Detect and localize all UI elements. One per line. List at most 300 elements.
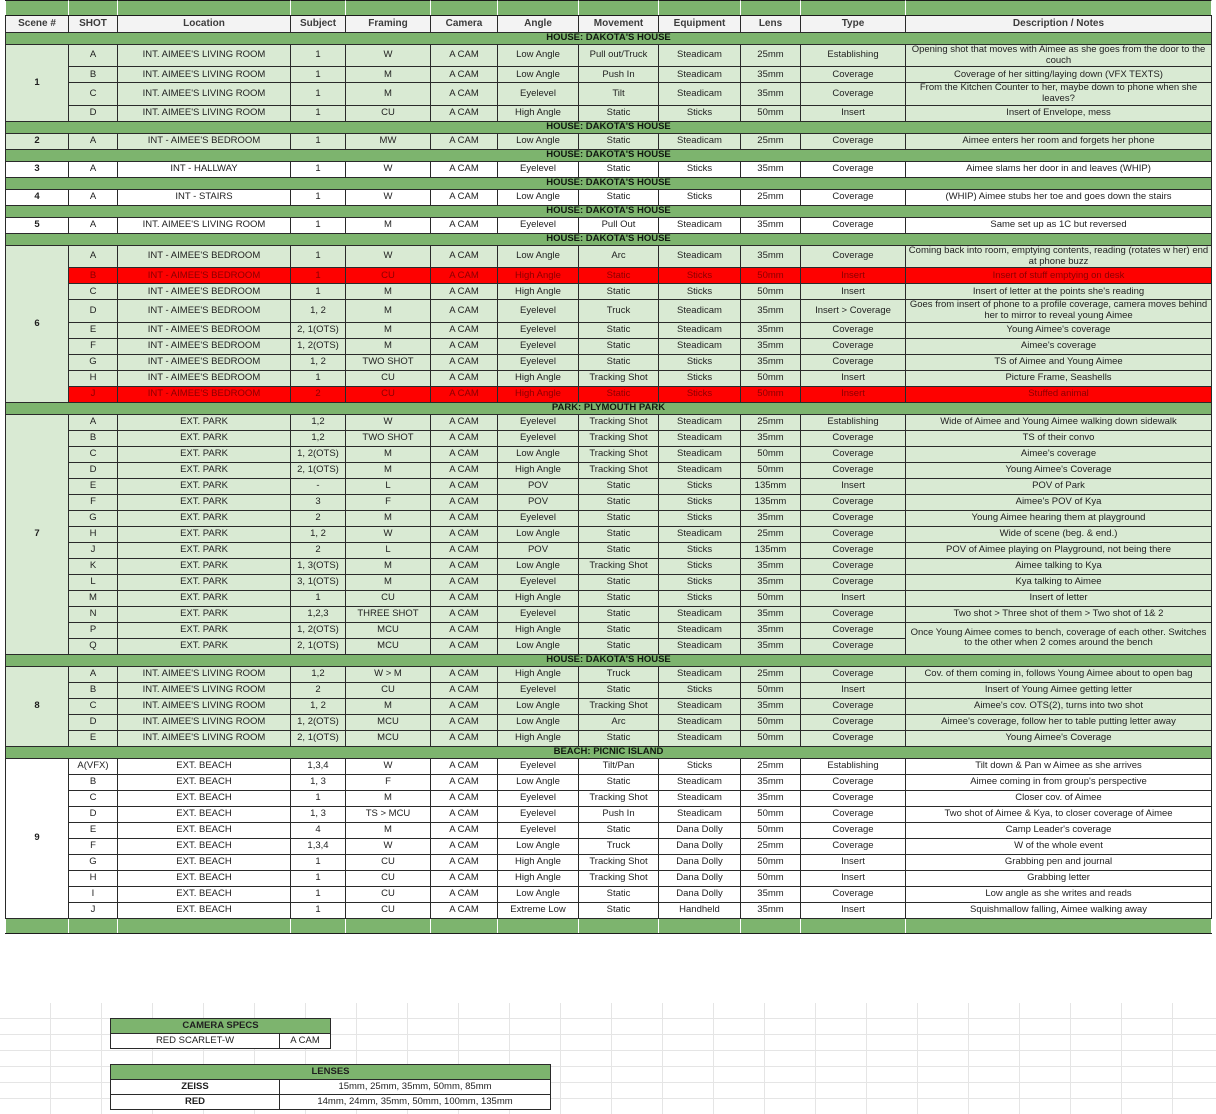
- cell-angle[interactable]: Low Angle: [498, 133, 579, 149]
- cell-movement[interactable]: Static: [579, 622, 659, 638]
- cell-framing[interactable]: M: [346, 338, 431, 354]
- cell-location[interactable]: EXT. PARK: [118, 574, 291, 590]
- cell-angle[interactable]: Low Angle: [498, 189, 579, 205]
- cell-shot[interactable]: D: [69, 714, 118, 730]
- cell-movement[interactable]: Static: [579, 606, 659, 622]
- cell-notes[interactable]: Young Aimee's coverage: [906, 322, 1212, 338]
- cell-camera[interactable]: A CAM: [431, 730, 498, 746]
- cell-notes[interactable]: Coming back into room, emptying contents, reading (rotates w her) end at phone buzz: [906, 245, 1212, 267]
- cell-shot[interactable]: H: [69, 526, 118, 542]
- cell-camera[interactable]: A CAM: [431, 806, 498, 822]
- cell-shot[interactable]: A: [69, 189, 118, 205]
- strip-cell[interactable]: [801, 1, 906, 16]
- cell-movement[interactable]: Static: [579, 189, 659, 205]
- cell-equipment[interactable]: Dana Dolly: [659, 854, 741, 870]
- cell-subject[interactable]: 1, 2: [291, 300, 346, 322]
- cell-location[interactable]: EXT. PARK: [118, 542, 291, 558]
- cell-notes[interactable]: Once Young Aimee comes to bench, coverage of each other. Switches to the other when 2 comes around the bench: [906, 622, 1212, 654]
- cell-lens[interactable]: 35mm: [741, 510, 801, 526]
- cell-location[interactable]: EXT. PARK: [118, 622, 291, 638]
- cell-notes[interactable]: POV of Park: [906, 478, 1212, 494]
- cell-type[interactable]: Insert: [801, 902, 906, 918]
- cell-type[interactable]: Insert > Coverage: [801, 300, 906, 322]
- cell-equipment[interactable]: Steadicam: [659, 414, 741, 430]
- cell-location[interactable]: EXT. BEACH: [118, 902, 291, 918]
- cell-subject[interactable]: 1: [291, 83, 346, 105]
- cell-notes[interactable]: Insert of Envelope, mess: [906, 105, 1212, 121]
- cell-location[interactable]: EXT. BEACH: [118, 838, 291, 854]
- cell-notes[interactable]: Two shot of Aimee & Kya, to closer coverage of Aimee: [906, 806, 1212, 822]
- cell-shot[interactable]: A: [69, 161, 118, 177]
- cell-movement[interactable]: Static: [579, 638, 659, 654]
- cell-shot[interactable]: E: [69, 730, 118, 746]
- cell-notes[interactable]: Camp Leader's coverage: [906, 822, 1212, 838]
- lens-sizes-cell[interactable]: 15mm, 25mm, 35mm, 50mm, 85mm: [280, 1080, 551, 1095]
- cell-equipment[interactable]: Steadicam: [659, 45, 741, 67]
- cell-subject[interactable]: 1,3,4: [291, 838, 346, 854]
- cell-subject[interactable]: 1: [291, 245, 346, 267]
- cell-notes[interactable]: Aimee slams her door in and leaves (WHIP): [906, 161, 1212, 177]
- cell-subject[interactable]: 1, 3(OTS): [291, 558, 346, 574]
- cell-equipment[interactable]: Steadicam: [659, 606, 741, 622]
- cell-location[interactable]: INT - AIMEE'S BEDROOM: [118, 245, 291, 267]
- cell-notes[interactable]: Insert of letter: [906, 590, 1212, 606]
- cell-shot[interactable]: D: [69, 105, 118, 121]
- cell-camera[interactable]: A CAM: [431, 414, 498, 430]
- cell-angle[interactable]: Eyelevel: [498, 338, 579, 354]
- cell-framing[interactable]: MCU: [346, 638, 431, 654]
- cell-lens[interactable]: 25mm: [741, 666, 801, 682]
- column-header[interactable]: Location: [118, 16, 291, 33]
- cell-subject[interactable]: 2, 1(OTS): [291, 462, 346, 478]
- lens-brand-cell[interactable]: ZEISS: [111, 1080, 280, 1095]
- cell-movement[interactable]: Truck: [579, 666, 659, 682]
- strip-cell[interactable]: [579, 1, 659, 16]
- cell-shot[interactable]: F: [69, 494, 118, 510]
- cell-notes[interactable]: Aimee's cov. OTS(2), turns into two shot: [906, 698, 1212, 714]
- cell-notes[interactable]: Low angle as she writes and reads: [906, 886, 1212, 902]
- cell-angle[interactable]: Low Angle: [498, 638, 579, 654]
- cell-location[interactable]: INT - HALLWAY: [118, 161, 291, 177]
- cell-lens[interactable]: 35mm: [741, 774, 801, 790]
- cell-movement[interactable]: Static: [579, 542, 659, 558]
- strip-cell[interactable]: [346, 1, 431, 16]
- cell-movement[interactable]: Static: [579, 730, 659, 746]
- cell-shot[interactable]: A: [69, 45, 118, 67]
- cell-shot[interactable]: A: [69, 414, 118, 430]
- cell-camera[interactable]: A CAM: [431, 886, 498, 902]
- cell-movement[interactable]: Static: [579, 268, 659, 284]
- cell-lens[interactable]: 50mm: [741, 714, 801, 730]
- cell-type[interactable]: Coverage: [801, 558, 906, 574]
- cell-lens[interactable]: 50mm: [741, 870, 801, 886]
- cell-camera[interactable]: A CAM: [431, 430, 498, 446]
- cell-type[interactable]: Coverage: [801, 542, 906, 558]
- strip-cell[interactable]: [69, 918, 118, 933]
- cell-movement[interactable]: Truck: [579, 300, 659, 322]
- cell-shot[interactable]: C: [69, 790, 118, 806]
- cell-location[interactable]: EXT. BEACH: [118, 790, 291, 806]
- cell-type[interactable]: Insert: [801, 370, 906, 386]
- cell-movement[interactable]: Tracking Shot: [579, 870, 659, 886]
- cell-shot[interactable]: A: [69, 666, 118, 682]
- cell-framing[interactable]: F: [346, 494, 431, 510]
- cell-framing[interactable]: M: [346, 822, 431, 838]
- cell-notes[interactable]: Aimee talking to Kya: [906, 558, 1212, 574]
- cell-equipment[interactable]: Sticks: [659, 105, 741, 121]
- strip-cell[interactable]: [69, 1, 118, 16]
- cell-location[interactable]: INT. AIMEE'S LIVING ROOM: [118, 105, 291, 121]
- cell-notes[interactable]: Coverage of her sitting/laying down (VFX TEXTS): [906, 67, 1212, 83]
- cell-lens[interactable]: 50mm: [741, 268, 801, 284]
- cell-movement[interactable]: Static: [579, 161, 659, 177]
- lens-brand-cell[interactable]: RED: [111, 1095, 280, 1110]
- cell-type[interactable]: Coverage: [801, 774, 906, 790]
- cell-location[interactable]: EXT. BEACH: [118, 870, 291, 886]
- cell-equipment[interactable]: Steadicam: [659, 774, 741, 790]
- cell-framing[interactable]: TWO SHOT: [346, 430, 431, 446]
- cell-framing[interactable]: CU: [346, 105, 431, 121]
- cell-type[interactable]: Coverage: [801, 217, 906, 233]
- cell-type[interactable]: Insert: [801, 284, 906, 300]
- cell-type[interactable]: Coverage: [801, 822, 906, 838]
- cell-framing[interactable]: TS > MCU: [346, 806, 431, 822]
- cell-subject[interactable]: 1: [291, 45, 346, 67]
- cell-location[interactable]: INT - AIMEE'S BEDROOM: [118, 322, 291, 338]
- scene-number-cell[interactable]: 1: [6, 45, 69, 122]
- cell-camera[interactable]: A CAM: [431, 714, 498, 730]
- cell-shot[interactable]: G: [69, 510, 118, 526]
- cell-location[interactable]: EXT. PARK: [118, 414, 291, 430]
- cell-camera[interactable]: A CAM: [431, 758, 498, 774]
- cell-framing[interactable]: M: [346, 67, 431, 83]
- cell-shot[interactable]: J: [69, 902, 118, 918]
- cell-angle[interactable]: Eyelevel: [498, 822, 579, 838]
- cell-angle[interactable]: Eyelevel: [498, 414, 579, 430]
- cell-framing[interactable]: CU: [346, 870, 431, 886]
- cell-framing[interactable]: M: [346, 83, 431, 105]
- cell-type[interactable]: Coverage: [801, 838, 906, 854]
- cell-shot[interactable]: N: [69, 606, 118, 622]
- cell-equipment[interactable]: Sticks: [659, 386, 741, 402]
- cell-subject[interactable]: 4: [291, 822, 346, 838]
- cell-camera[interactable]: A CAM: [431, 854, 498, 870]
- cell-location[interactable]: EXT. PARK: [118, 590, 291, 606]
- cell-movement[interactable]: Tilt: [579, 83, 659, 105]
- cell-lens[interactable]: 35mm: [741, 790, 801, 806]
- cell-shot[interactable]: B: [69, 430, 118, 446]
- cell-lens[interactable]: 35mm: [741, 338, 801, 354]
- cell-shot[interactable]: B: [69, 682, 118, 698]
- cell-camera[interactable]: A CAM: [431, 606, 498, 622]
- cell-equipment[interactable]: Steadicam: [659, 338, 741, 354]
- cell-angle[interactable]: Low Angle: [498, 698, 579, 714]
- cell-framing[interactable]: M: [346, 284, 431, 300]
- cell-shot[interactable]: E: [69, 322, 118, 338]
- cell-notes[interactable]: Aimee's coverage: [906, 338, 1212, 354]
- cell-angle[interactable]: Eyelevel: [498, 354, 579, 370]
- cell-equipment[interactable]: Steadicam: [659, 245, 741, 267]
- cell-lens[interactable]: 25mm: [741, 133, 801, 149]
- cell-subject[interactable]: 3: [291, 494, 346, 510]
- cell-notes[interactable]: Aimee's coverage, follow her to table putting letter away: [906, 714, 1212, 730]
- cell-subject[interactable]: 1: [291, 217, 346, 233]
- cell-framing[interactable]: M: [346, 510, 431, 526]
- cell-framing[interactable]: W: [346, 245, 431, 267]
- cell-subject[interactable]: 1: [291, 902, 346, 918]
- cell-location[interactable]: INT. AIMEE'S LIVING ROOM: [118, 714, 291, 730]
- cell-equipment[interactable]: Steadicam: [659, 666, 741, 682]
- cell-angle[interactable]: Extreme Low: [498, 902, 579, 918]
- cell-camera[interactable]: A CAM: [431, 105, 498, 121]
- cell-notes[interactable]: Aimee enters her room and forgets her phone: [906, 133, 1212, 149]
- cell-location[interactable]: INT. AIMEE'S LIVING ROOM: [118, 730, 291, 746]
- cell-location[interactable]: EXT. PARK: [118, 430, 291, 446]
- cell-subject[interactable]: 1: [291, 790, 346, 806]
- cell-angle[interactable]: Low Angle: [498, 838, 579, 854]
- cell-lens[interactable]: 50mm: [741, 822, 801, 838]
- cell-shot[interactable]: G: [69, 854, 118, 870]
- cell-camera[interactable]: A CAM: [431, 622, 498, 638]
- cell-subject[interactable]: 1, 2(OTS): [291, 622, 346, 638]
- cell-shot[interactable]: F: [69, 338, 118, 354]
- cell-movement[interactable]: Arc: [579, 245, 659, 267]
- cell-type[interactable]: Coverage: [801, 526, 906, 542]
- cell-lens[interactable]: 50mm: [741, 854, 801, 870]
- cell-framing[interactable]: W: [346, 161, 431, 177]
- cell-subject[interactable]: 1, 3: [291, 774, 346, 790]
- cell-angle[interactable]: Low Angle: [498, 245, 579, 267]
- cell-camera[interactable]: A CAM: [431, 510, 498, 526]
- cell-framing[interactable]: M: [346, 462, 431, 478]
- cell-movement[interactable]: Static: [579, 105, 659, 121]
- cell-lens[interactable]: 50mm: [741, 446, 801, 462]
- cell-equipment[interactable]: Dana Dolly: [659, 886, 741, 902]
- cell-location[interactable]: INT. AIMEE'S LIVING ROOM: [118, 666, 291, 682]
- cell-lens[interactable]: 35mm: [741, 217, 801, 233]
- cell-lens[interactable]: 35mm: [741, 698, 801, 714]
- cell-notes[interactable]: Insert of Young Aimee getting letter: [906, 682, 1212, 698]
- cell-lens[interactable]: 35mm: [741, 558, 801, 574]
- cell-location[interactable]: EXT. BEACH: [118, 758, 291, 774]
- cell-movement[interactable]: Static: [579, 574, 659, 590]
- cell-type[interactable]: Coverage: [801, 574, 906, 590]
- cell-angle[interactable]: High Angle: [498, 666, 579, 682]
- cell-movement[interactable]: Static: [579, 902, 659, 918]
- cell-lens[interactable]: 25mm: [741, 45, 801, 67]
- cell-framing[interactable]: M: [346, 790, 431, 806]
- cell-framing[interactable]: L: [346, 542, 431, 558]
- lens-sizes-cell[interactable]: 14mm, 24mm, 35mm, 50mm, 100mm, 135mm: [280, 1095, 551, 1110]
- strip-cell[interactable]: [118, 1, 291, 16]
- cell-equipment[interactable]: Sticks: [659, 284, 741, 300]
- cell-type[interactable]: Coverage: [801, 462, 906, 478]
- cell-notes[interactable]: Same set up as 1C but reversed: [906, 217, 1212, 233]
- cell-type[interactable]: Coverage: [801, 790, 906, 806]
- strip-cell[interactable]: [498, 918, 579, 933]
- cell-movement[interactable]: Pull out/Truck: [579, 45, 659, 67]
- cell-shot[interactable]: H: [69, 870, 118, 886]
- cell-framing[interactable]: CU: [346, 268, 431, 284]
- cell-equipment[interactable]: Steadicam: [659, 714, 741, 730]
- cell-equipment[interactable]: Steadicam: [659, 133, 741, 149]
- cell-movement[interactable]: Tracking Shot: [579, 698, 659, 714]
- cell-equipment[interactable]: Steadicam: [659, 806, 741, 822]
- cell-equipment[interactable]: Sticks: [659, 758, 741, 774]
- cell-location[interactable]: EXT. BEACH: [118, 854, 291, 870]
- cell-angle[interactable]: High Angle: [498, 386, 579, 402]
- cell-angle[interactable]: Low Angle: [498, 45, 579, 67]
- column-header[interactable]: Equipment: [659, 16, 741, 33]
- cell-notes[interactable]: TS of Aimee and Young Aimee: [906, 354, 1212, 370]
- column-header[interactable]: Framing: [346, 16, 431, 33]
- strip-cell[interactable]: [741, 1, 801, 16]
- cell-movement[interactable]: Tracking Shot: [579, 558, 659, 574]
- cell-subject[interactable]: 1,2,3: [291, 606, 346, 622]
- cell-movement[interactable]: Static: [579, 590, 659, 606]
- cell-lens[interactable]: 35mm: [741, 886, 801, 902]
- cell-angle[interactable]: Eyelevel: [498, 161, 579, 177]
- cell-angle[interactable]: Eyelevel: [498, 682, 579, 698]
- cell-shot[interactable]: F: [69, 838, 118, 854]
- cell-framing[interactable]: MW: [346, 133, 431, 149]
- cell-camera[interactable]: A CAM: [431, 774, 498, 790]
- cell-type[interactable]: Coverage: [801, 886, 906, 902]
- cell-angle[interactable]: Eyelevel: [498, 790, 579, 806]
- cell-movement[interactable]: Static: [579, 478, 659, 494]
- cell-shot[interactable]: L: [69, 574, 118, 590]
- column-header[interactable]: Lens: [741, 16, 801, 33]
- cell-type[interactable]: Coverage: [801, 430, 906, 446]
- cell-type[interactable]: Coverage: [801, 83, 906, 105]
- column-header[interactable]: Scene #: [6, 16, 69, 33]
- cell-angle[interactable]: Eyelevel: [498, 430, 579, 446]
- cell-location[interactable]: EXT. BEACH: [118, 822, 291, 838]
- cell-angle[interactable]: Eyelevel: [498, 217, 579, 233]
- cell-lens[interactable]: 50mm: [741, 370, 801, 386]
- cell-lens[interactable]: 35mm: [741, 902, 801, 918]
- cell-subject[interactable]: 1: [291, 105, 346, 121]
- cell-subject[interactable]: 1,2: [291, 666, 346, 682]
- cell-type[interactable]: Coverage: [801, 245, 906, 267]
- cell-equipment[interactable]: Steadicam: [659, 446, 741, 462]
- cell-shot[interactable]: C: [69, 83, 118, 105]
- cell-shot[interactable]: H: [69, 370, 118, 386]
- cell-notes[interactable]: Stuffed animal: [906, 386, 1212, 402]
- cell-framing[interactable]: M: [346, 574, 431, 590]
- cell-movement[interactable]: Static: [579, 510, 659, 526]
- cell-framing[interactable]: F: [346, 774, 431, 790]
- cell-notes[interactable]: Closer cov. of Aimee: [906, 790, 1212, 806]
- cell-framing[interactable]: W: [346, 526, 431, 542]
- cell-camera[interactable]: A CAM: [431, 526, 498, 542]
- cell-angle[interactable]: High Angle: [498, 730, 579, 746]
- cell-notes[interactable]: W of the whole event: [906, 838, 1212, 854]
- cell-camera[interactable]: A CAM: [431, 870, 498, 886]
- section-header-cell[interactable]: HOUSE: DAKOTA'S HOUSE: [6, 233, 1212, 245]
- cell-type[interactable]: Coverage: [801, 161, 906, 177]
- cell-camera[interactable]: A CAM: [431, 790, 498, 806]
- cell-type[interactable]: Insert: [801, 682, 906, 698]
- cell-angle[interactable]: Low Angle: [498, 714, 579, 730]
- cell-equipment[interactable]: Sticks: [659, 542, 741, 558]
- cell-angle[interactable]: Low Angle: [498, 886, 579, 902]
- cell-subject[interactable]: 2: [291, 542, 346, 558]
- cell-equipment[interactable]: Dana Dolly: [659, 870, 741, 886]
- cell-angle[interactable]: High Angle: [498, 870, 579, 886]
- cell-angle[interactable]: Eyelevel: [498, 606, 579, 622]
- cell-camera[interactable]: A CAM: [431, 542, 498, 558]
- cell-lens[interactable]: 35mm: [741, 606, 801, 622]
- cell-shot[interactable]: C: [69, 284, 118, 300]
- cell-movement[interactable]: Tracking Shot: [579, 446, 659, 462]
- cell-shot[interactable]: A: [69, 245, 118, 267]
- scene-number-cell[interactable]: 3: [6, 161, 69, 177]
- cell-shot[interactable]: A: [69, 133, 118, 149]
- cell-notes[interactable]: Kya talking to Aimee: [906, 574, 1212, 590]
- cell-subject[interactable]: 2: [291, 510, 346, 526]
- strip-cell[interactable]: [6, 918, 69, 933]
- cell-location[interactable]: EXT. PARK: [118, 526, 291, 542]
- cell-location[interactable]: INT. AIMEE'S LIVING ROOM: [118, 67, 291, 83]
- cell-lens[interactable]: 50mm: [741, 682, 801, 698]
- cell-movement[interactable]: Static: [579, 822, 659, 838]
- cell-camera[interactable]: A CAM: [431, 446, 498, 462]
- cell-subject[interactable]: 1, 2(OTS): [291, 714, 346, 730]
- cell-movement[interactable]: Tracking Shot: [579, 414, 659, 430]
- cell-type[interactable]: Establishing: [801, 45, 906, 67]
- cell-equipment[interactable]: Sticks: [659, 510, 741, 526]
- cell-camera[interactable]: A CAM: [431, 558, 498, 574]
- cell-type[interactable]: Coverage: [801, 494, 906, 510]
- cell-lens[interactable]: 50mm: [741, 386, 801, 402]
- cell-equipment[interactable]: Steadicam: [659, 430, 741, 446]
- cell-notes[interactable]: Wide of Aimee and Young Aimee walking down sidewalk: [906, 414, 1212, 430]
- cell-angle[interactable]: Low Angle: [498, 526, 579, 542]
- cell-location[interactable]: EXT. PARK: [118, 606, 291, 622]
- cell-movement[interactable]: Tracking Shot: [579, 854, 659, 870]
- cell-notes[interactable]: From the Kitchen Counter to her, maybe down to phone when she leaves?: [906, 83, 1212, 105]
- cell-equipment[interactable]: Sticks: [659, 494, 741, 510]
- cell-type[interactable]: Insert: [801, 478, 906, 494]
- cell-framing[interactable]: W: [346, 758, 431, 774]
- cell-movement[interactable]: Tracking Shot: [579, 790, 659, 806]
- cell-notes[interactable]: (WHIP) Aimee stubs her toe and goes down the stairs: [906, 189, 1212, 205]
- cell-camera[interactable]: A CAM: [431, 284, 498, 300]
- cell-equipment[interactable]: Handheld: [659, 902, 741, 918]
- cell-movement[interactable]: Static: [579, 886, 659, 902]
- cell-type[interactable]: Insert: [801, 870, 906, 886]
- cell-subject[interactable]: 1: [291, 67, 346, 83]
- strip-cell[interactable]: [291, 1, 346, 16]
- cell-framing[interactable]: M: [346, 217, 431, 233]
- cell-camera[interactable]: A CAM: [431, 590, 498, 606]
- cell-shot[interactable]: A(VFX): [69, 758, 118, 774]
- cell-subject[interactable]: 1,3,4: [291, 758, 346, 774]
- cell-camera[interactable]: A CAM: [431, 45, 498, 67]
- cell-type[interactable]: Coverage: [801, 622, 906, 638]
- cell-equipment[interactable]: Steadicam: [659, 300, 741, 322]
- strip-cell[interactable]: [498, 1, 579, 16]
- section-header-cell[interactable]: HOUSE: DAKOTA'S HOUSE: [6, 121, 1212, 133]
- cell-subject[interactable]: 1: [291, 189, 346, 205]
- cell-equipment[interactable]: Steadicam: [659, 622, 741, 638]
- cell-lens[interactable]: 35mm: [741, 300, 801, 322]
- cell-angle[interactable]: Low Angle: [498, 774, 579, 790]
- cell-angle[interactable]: POV: [498, 478, 579, 494]
- cell-movement[interactable]: Truck: [579, 838, 659, 854]
- cell-movement[interactable]: Static: [579, 354, 659, 370]
